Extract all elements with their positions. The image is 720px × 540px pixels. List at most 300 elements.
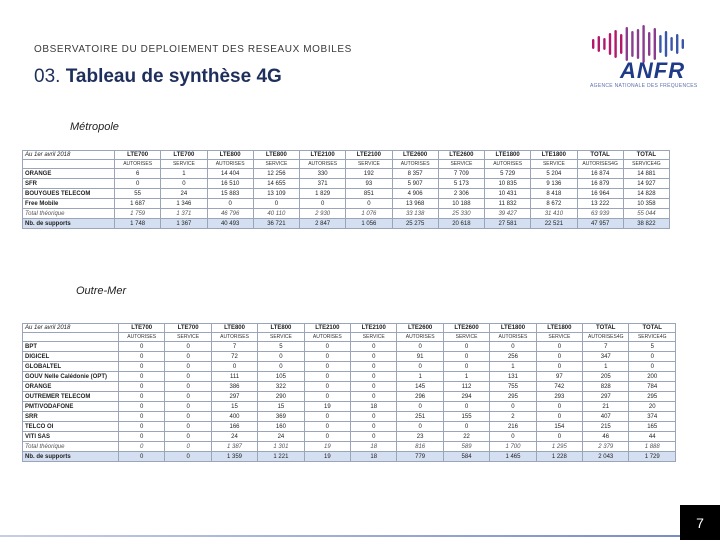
value-cell: 1 076 — [346, 209, 392, 219]
value-cell: 0 — [253, 199, 299, 209]
value-cell: 0 — [443, 342, 489, 352]
column-header: LTE1800 — [485, 151, 531, 160]
value-cell: 200 — [629, 372, 676, 382]
value-cell: 16 874 — [577, 169, 623, 179]
logo-bar — [637, 29, 639, 59]
operator-name: ORANGE — [23, 169, 115, 179]
empty-cell — [23, 333, 119, 342]
value-cell: 14 927 — [623, 179, 669, 189]
value-cell: 0 — [119, 392, 165, 402]
operator-name: OUTREMER TELECOM — [23, 392, 119, 402]
value-cell: 0 — [119, 412, 165, 422]
column-header: TOTAL — [623, 151, 669, 160]
value-cell: 755 — [490, 382, 536, 392]
table-row — [23, 362, 676, 372]
value-cell: 297 — [583, 392, 629, 402]
value-cell: 0 — [165, 352, 211, 362]
value-cell: 1 829 — [300, 189, 346, 199]
value-cell: 0 — [629, 362, 676, 372]
value-cell: 386 — [211, 382, 257, 392]
page-number: 7 — [680, 505, 720, 540]
column-header: LTE800 — [258, 324, 304, 333]
value-cell: 0 — [304, 432, 350, 442]
value-cell: 2 306 — [438, 189, 484, 199]
value-cell: 46 796 — [207, 209, 253, 219]
operator-name: Total théorique — [23, 442, 119, 452]
column-header: LTE2600 — [438, 151, 484, 160]
value-cell: 16 879 — [577, 179, 623, 189]
column-header: TOTAL — [577, 151, 623, 160]
value-cell: 2 847 — [300, 219, 346, 229]
value-cell: 779 — [397, 452, 443, 462]
value-cell: 0 — [490, 402, 536, 412]
operator-name: VITI SAS — [23, 432, 119, 442]
value-cell: 0 — [119, 422, 165, 432]
value-cell: 0 — [536, 412, 582, 422]
value-cell: 36 721 — [253, 219, 299, 229]
column-subheader: AUTORISES4G — [583, 333, 629, 342]
table-row — [23, 402, 676, 412]
value-cell: 10 188 — [438, 199, 484, 209]
column-header: LTE1800 — [531, 151, 577, 160]
column-header: TOTAL — [583, 324, 629, 333]
page-title — [34, 66, 282, 88]
metro-label: Métropole — [70, 121, 119, 133]
value-cell: 23 — [397, 432, 443, 442]
value-cell: 0 — [351, 372, 397, 382]
value-cell: 1 359 — [211, 452, 257, 462]
value-cell: 0 — [443, 402, 489, 412]
value-cell: 371 — [300, 179, 346, 189]
value-cell: 0 — [536, 402, 582, 412]
value-cell: 22 521 — [531, 219, 577, 229]
value-cell: 166 — [211, 422, 257, 432]
operator-name: Nb. de supports — [23, 219, 115, 229]
supports-row — [23, 452, 676, 462]
operator-name: Free Mobile — [23, 199, 115, 209]
subheader-row — [23, 160, 670, 169]
table-row — [23, 382, 676, 392]
table-row — [23, 189, 670, 199]
metro-table — [22, 150, 670, 229]
column-header: LTE700 — [115, 151, 161, 160]
value-cell: 16 964 — [577, 189, 623, 199]
column-subheader: SERVICE — [346, 160, 392, 169]
value-cell: 112 — [443, 382, 489, 392]
operator-name: GLOBALTEL — [23, 362, 119, 372]
value-cell: 111 — [211, 372, 257, 382]
column-subheader: AUTORISES — [300, 160, 346, 169]
column-subheader: SERVICE — [536, 333, 582, 342]
column-subheader: SERVICE — [161, 160, 207, 169]
value-cell: 0 — [165, 432, 211, 442]
value-cell: 1 301 — [258, 442, 304, 452]
value-cell: 39 427 — [485, 209, 531, 219]
value-cell: 97 — [536, 372, 582, 382]
value-cell: 295 — [629, 392, 676, 402]
column-header: LTE1800 — [490, 324, 536, 333]
value-cell: 290 — [258, 392, 304, 402]
total-theorique-row — [23, 442, 676, 452]
value-cell: 0 — [165, 402, 211, 412]
table-date: Au 1er avril 2018 — [23, 324, 119, 333]
value-cell: 63 939 — [577, 209, 623, 219]
value-cell: 293 — [536, 392, 582, 402]
logo-subtitle: AGENCE NATIONALE DES FRÉQUENCES — [590, 83, 698, 89]
value-cell: 1 — [490, 362, 536, 372]
value-cell: 0 — [304, 372, 350, 382]
value-cell: 0 — [304, 352, 350, 362]
column-header: LTE700 — [165, 324, 211, 333]
value-cell: 24 — [211, 432, 257, 442]
value-cell: 105 — [258, 372, 304, 382]
value-cell: 0 — [300, 199, 346, 209]
column-header: LTE2100 — [300, 151, 346, 160]
value-cell: 0 — [258, 362, 304, 372]
value-cell: 38 822 — [623, 219, 669, 229]
value-cell: 0 — [397, 402, 443, 412]
operator-name: SFR — [23, 179, 115, 189]
value-cell: 131 — [490, 372, 536, 382]
value-cell: 1 700 — [490, 442, 536, 452]
value-cell: 91 — [397, 352, 443, 362]
value-cell: 44 — [629, 432, 676, 442]
logo-bar — [592, 39, 594, 49]
logo-bar — [598, 36, 600, 52]
column-subheader: AUTORISES — [485, 160, 531, 169]
value-cell: 1 465 — [490, 452, 536, 462]
subheader-row — [23, 333, 676, 342]
value-cell: 0 — [304, 412, 350, 422]
value-cell: 47 957 — [577, 219, 623, 229]
table-row — [23, 392, 676, 402]
operator-name: PMT/VODAFONE — [23, 402, 119, 412]
value-cell: 0 — [165, 382, 211, 392]
column-subheader: SERVICE — [258, 333, 304, 342]
column-subheader: SERVICE — [253, 160, 299, 169]
value-cell: 160 — [258, 422, 304, 432]
value-cell: 1 228 — [536, 452, 582, 462]
value-cell: 4 906 — [392, 189, 438, 199]
value-cell: 215 — [583, 422, 629, 432]
column-header: LTE2100 — [304, 324, 350, 333]
table-date: Au 1er avril 2018 — [23, 151, 115, 160]
value-cell: 0 — [536, 342, 582, 352]
value-cell: 19 — [304, 452, 350, 462]
empty-cell — [23, 160, 115, 169]
value-cell: 2 043 — [583, 452, 629, 462]
title-text: Tableau de synthèse 4G — [65, 66, 282, 87]
value-cell: 1 — [397, 372, 443, 382]
value-cell: 155 — [443, 412, 489, 422]
value-cell: 589 — [443, 442, 489, 452]
value-cell: 0 — [490, 342, 536, 352]
value-cell: 12 256 — [253, 169, 299, 179]
value-cell: 20 618 — [438, 219, 484, 229]
column-header: LTE800 — [253, 151, 299, 160]
value-cell: 0 — [165, 372, 211, 382]
logo-bar — [676, 34, 678, 54]
logo-bar — [659, 35, 661, 53]
table-row — [23, 169, 670, 179]
value-cell: 0 — [304, 362, 350, 372]
value-cell: 21 — [583, 402, 629, 412]
column-subheader: AUTORISES — [304, 333, 350, 342]
value-cell: 72 — [211, 352, 257, 362]
value-cell: 10 431 — [485, 189, 531, 199]
column-subheader: SERVICE — [531, 160, 577, 169]
value-cell: 192 — [346, 169, 392, 179]
column-header: LTE700 — [119, 324, 165, 333]
value-cell: 5 204 — [531, 169, 577, 179]
value-cell: 0 — [397, 362, 443, 372]
value-cell: 1 — [443, 372, 489, 382]
value-cell: 1 748 — [115, 219, 161, 229]
value-cell: 322 — [258, 382, 304, 392]
column-header: LTE1800 — [536, 324, 582, 333]
value-cell: 369 — [258, 412, 304, 422]
value-cell: 0 — [119, 432, 165, 442]
header-row — [23, 151, 670, 160]
total-theorique-row — [23, 209, 670, 219]
header-organization: OBSERVATOIRE DU DEPLOIEMENT DES RESEAUX MOBILES — [34, 44, 352, 55]
value-cell: 816 — [397, 442, 443, 452]
column-subheader: AUTORISES — [397, 333, 443, 342]
value-cell: 1 367 — [161, 219, 207, 229]
value-cell: 55 — [115, 189, 161, 199]
value-cell: 10 835 — [485, 179, 531, 189]
table-row — [23, 199, 670, 209]
column-subheader: AUTORISES — [115, 160, 161, 169]
value-cell: 13 109 — [253, 189, 299, 199]
value-cell: 24 — [161, 189, 207, 199]
value-cell: 0 — [351, 422, 397, 432]
title-number: 03. — [34, 66, 61, 87]
outre-mer-table — [22, 323, 676, 462]
value-cell: 0 — [397, 422, 443, 432]
value-cell: 0 — [119, 382, 165, 392]
column-subheader: AUTORISES — [211, 333, 257, 342]
value-cell: 93 — [346, 179, 392, 189]
value-cell: 40 110 — [253, 209, 299, 219]
value-cell: 0 — [443, 352, 489, 362]
column-header: LTE800 — [211, 324, 257, 333]
table-row — [23, 342, 676, 352]
value-cell: 14 828 — [623, 189, 669, 199]
value-cell: 0 — [115, 179, 161, 189]
value-cell: 19 — [304, 402, 350, 412]
value-cell: 15 — [258, 402, 304, 412]
value-cell: 20 — [629, 402, 676, 412]
value-cell: 19 — [304, 442, 350, 452]
value-cell: 5 173 — [438, 179, 484, 189]
value-cell: 0 — [258, 352, 304, 362]
value-cell: 8 357 — [392, 169, 438, 179]
operator-name: Nb. de supports — [23, 452, 119, 462]
table-row — [23, 179, 670, 189]
value-cell: 297 — [211, 392, 257, 402]
value-cell: 0 — [165, 442, 211, 452]
value-cell: 0 — [119, 452, 165, 462]
value-cell: 8 672 — [531, 199, 577, 209]
value-cell: 1 221 — [258, 452, 304, 462]
value-cell: 0 — [165, 392, 211, 402]
value-cell: 584 — [443, 452, 489, 462]
logo-bar — [614, 30, 616, 58]
table-row — [23, 432, 676, 442]
value-cell: 165 — [629, 422, 676, 432]
value-cell: 0 — [207, 199, 253, 209]
value-cell: 1 371 — [161, 209, 207, 219]
value-cell: 0 — [119, 352, 165, 362]
column-subheader: SERVICE — [443, 333, 489, 342]
column-subheader: AUTORISES4G — [577, 160, 623, 169]
value-cell: 145 — [397, 382, 443, 392]
operator-name: ORANGE — [23, 382, 119, 392]
table-row — [23, 422, 676, 432]
value-cell: 784 — [629, 382, 676, 392]
operator-name: Total théorique — [23, 209, 115, 219]
value-cell: 0 — [536, 362, 582, 372]
operator-name: BOUYGUES TELECOM — [23, 189, 115, 199]
value-cell: 16 510 — [207, 179, 253, 189]
column-header: LTE2100 — [346, 151, 392, 160]
value-cell: 8 418 — [531, 189, 577, 199]
value-cell: 1 346 — [161, 199, 207, 209]
logo-bar — [682, 39, 684, 49]
value-cell: 0 — [165, 452, 211, 462]
value-cell: 25 330 — [438, 209, 484, 219]
value-cell: 347 — [583, 352, 629, 362]
value-cell: 0 — [211, 362, 257, 372]
value-cell: 828 — [583, 382, 629, 392]
value-cell: 1 387 — [211, 442, 257, 452]
column-subheader: SERVICE — [165, 333, 211, 342]
table-row — [23, 412, 676, 422]
value-cell: 7 — [211, 342, 257, 352]
column-subheader: AUTORISES — [392, 160, 438, 169]
logo-bar — [648, 32, 650, 56]
value-cell: 1 — [583, 362, 629, 372]
value-cell: 11 832 — [485, 199, 531, 209]
value-cell: 0 — [351, 432, 397, 442]
value-cell: 0 — [397, 342, 443, 352]
value-cell: 296 — [397, 392, 443, 402]
value-cell: 1 — [161, 169, 207, 179]
value-cell: 0 — [490, 432, 536, 442]
value-cell: 46 — [583, 432, 629, 442]
value-cell: 0 — [351, 412, 397, 422]
value-cell: 33 138 — [392, 209, 438, 219]
value-cell: 294 — [443, 392, 489, 402]
value-cell: 24 — [258, 432, 304, 442]
value-cell: 0 — [351, 392, 397, 402]
value-cell: 2 — [490, 412, 536, 422]
column-header: LTE2600 — [392, 151, 438, 160]
value-cell: 0 — [629, 352, 676, 362]
column-header: LTE2600 — [397, 324, 443, 333]
value-cell: 0 — [304, 392, 350, 402]
logo-bar — [670, 37, 672, 51]
value-cell: 154 — [536, 422, 582, 432]
value-cell: 1 759 — [115, 209, 161, 219]
value-cell: 0 — [536, 432, 582, 442]
outre-mer-label: Outre-Mer — [76, 285, 127, 297]
column-header: LTE700 — [161, 151, 207, 160]
operator-name: DIGICEL — [23, 352, 119, 362]
value-cell: 330 — [300, 169, 346, 179]
value-cell: 22 — [443, 432, 489, 442]
header-row — [23, 324, 676, 333]
value-cell: 295 — [490, 392, 536, 402]
value-cell: 1 295 — [536, 442, 582, 452]
value-cell: 5 — [629, 342, 676, 352]
value-cell: 0 — [443, 362, 489, 372]
logo-bar — [631, 31, 633, 57]
column-header: LTE2100 — [351, 324, 397, 333]
value-cell: 256 — [490, 352, 536, 362]
value-cell: 0 — [119, 362, 165, 372]
value-cell: 0 — [346, 199, 392, 209]
column-subheader: SERVICE — [351, 333, 397, 342]
logo-bar — [626, 27, 628, 61]
value-cell: 0 — [119, 442, 165, 452]
value-cell: 27 581 — [485, 219, 531, 229]
logo-bar — [665, 31, 667, 57]
value-cell: 0 — [304, 422, 350, 432]
value-cell: 15 883 — [207, 189, 253, 199]
value-cell: 5 729 — [485, 169, 531, 179]
operator-name: BPT — [23, 342, 119, 352]
value-cell: 7 709 — [438, 169, 484, 179]
value-cell: 1 687 — [115, 199, 161, 209]
operator-name: GOUV Nelle Calédonie (OPT) — [23, 372, 119, 382]
value-cell: 5 — [258, 342, 304, 352]
value-cell: 407 — [583, 412, 629, 422]
value-cell: 0 — [165, 342, 211, 352]
value-cell: 0 — [536, 352, 582, 362]
value-cell: 0 — [161, 179, 207, 189]
value-cell: 13 968 — [392, 199, 438, 209]
value-cell: 0 — [165, 412, 211, 422]
value-cell: 14 881 — [623, 169, 669, 179]
value-cell: 742 — [536, 382, 582, 392]
value-cell: 0 — [119, 372, 165, 382]
table-row — [23, 372, 676, 382]
logo-bar — [654, 28, 656, 60]
value-cell: 0 — [351, 342, 397, 352]
logo-bar — [620, 34, 622, 54]
value-cell: 0 — [119, 342, 165, 352]
supports-row — [23, 219, 670, 229]
column-subheader: SERVICE — [438, 160, 484, 169]
value-cell: 31 410 — [531, 209, 577, 219]
column-subheader: SERVICE4G — [623, 160, 669, 169]
column-header: LTE800 — [207, 151, 253, 160]
column-subheader: AUTORISES — [119, 333, 165, 342]
value-cell: 18 — [351, 402, 397, 412]
value-cell: 6 — [115, 169, 161, 179]
operator-name: TELCO OI — [23, 422, 119, 432]
logo-text: ANFR — [620, 58, 686, 83]
value-cell: 0 — [304, 382, 350, 392]
logo-bar — [603, 38, 605, 50]
column-header: TOTAL — [629, 324, 676, 333]
value-cell: 0 — [351, 382, 397, 392]
value-cell: 7 — [583, 342, 629, 352]
value-cell: 2 930 — [300, 209, 346, 219]
value-cell: 1 888 — [629, 442, 676, 452]
